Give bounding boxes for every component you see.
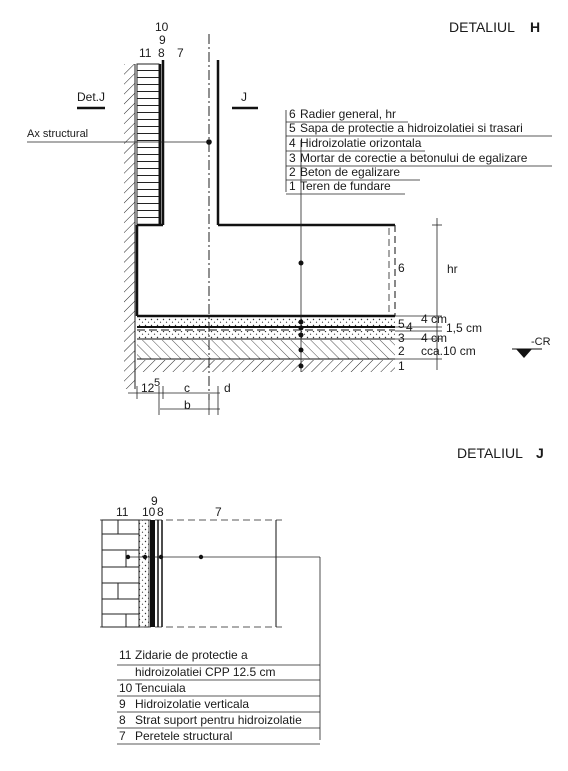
detail-h-title-prefix: DETALIUL bbox=[449, 19, 515, 35]
dim-d: d bbox=[224, 381, 231, 395]
layer-3-mortar bbox=[137, 331, 395, 339]
legend-j-text-11b: hidroizolatiei CPP 12.5 cm bbox=[135, 665, 276, 679]
j-number-9: 9 bbox=[151, 494, 158, 508]
soil-hatch-bottom bbox=[135, 360, 395, 372]
label-1: 1 bbox=[398, 359, 405, 373]
legend-h-text-4: Hidroizolatie orizontala bbox=[300, 136, 422, 150]
legend-h-text-5: Sapa de protectie a hidroizolatiei si trasari bbox=[300, 121, 523, 135]
detail-j-legend bbox=[117, 648, 320, 744]
legend-j-num-9: 9 bbox=[119, 697, 126, 711]
brick-protection-wall bbox=[137, 64, 159, 225]
dim-hr-label: hr bbox=[447, 262, 458, 276]
leader-dot-1 bbox=[299, 364, 304, 369]
top-number-10: 10 bbox=[155, 20, 169, 34]
legend-j-text-10: Tencuiala bbox=[135, 681, 186, 695]
legend-j-num-10: 10 bbox=[119, 681, 133, 695]
legend-h-num-1: 1 bbox=[289, 179, 296, 193]
legend-j-num-11: 11 bbox=[119, 648, 132, 662]
legend-h-num-3: 3 bbox=[289, 151, 296, 165]
j-dot-8 bbox=[159, 555, 163, 559]
top-number-9: 9 bbox=[159, 33, 166, 47]
dim-b: b bbox=[184, 398, 191, 412]
soil-hatch-left bbox=[124, 64, 135, 389]
label-2: 2 bbox=[398, 344, 405, 358]
j-brick-wall bbox=[102, 520, 139, 627]
leader-dot-3 bbox=[299, 333, 304, 338]
layer-2-lean-concrete bbox=[137, 340, 395, 359]
dim-4cm-a: 4 cm bbox=[421, 312, 448, 326]
detail-j-title-letter: J bbox=[536, 445, 544, 461]
cr-level-label: -CR bbox=[531, 336, 551, 348]
legend-h-num-6: 6 bbox=[289, 107, 296, 121]
legend-h-text-3: Mortar de corectie a betonului de egalizare bbox=[300, 151, 528, 165]
j-waterproofing-layer bbox=[150, 520, 155, 627]
layer-5-screed bbox=[137, 318, 395, 327]
j-dot-9 bbox=[150, 555, 154, 559]
section-j-label: J bbox=[241, 90, 247, 104]
detail-h bbox=[27, 19, 552, 415]
leader-dot-2 bbox=[299, 348, 304, 353]
axis-label: Ax structural bbox=[27, 128, 89, 140]
j-number-11: 11 bbox=[116, 505, 129, 519]
detail-h-legend bbox=[286, 107, 552, 194]
legend-j-num-7: 7 bbox=[119, 729, 126, 743]
axis-dot bbox=[206, 139, 212, 145]
j-number-7: 7 bbox=[215, 505, 222, 519]
j-number-10: 10 bbox=[142, 505, 156, 519]
top-number-11: 11 bbox=[139, 46, 152, 60]
detail-h-title-letter: H bbox=[530, 19, 541, 35]
legend-h-num-2: 2 bbox=[289, 165, 296, 179]
legend-h-text-6: Radier general, hr bbox=[300, 107, 397, 121]
detail-j-title-prefix: DETALIUL bbox=[457, 445, 523, 461]
legend-h-text-2: Beton de egalizare bbox=[300, 165, 401, 179]
top-number-7: 7 bbox=[177, 46, 184, 60]
label-3: 3 bbox=[398, 331, 405, 345]
j-dot-11 bbox=[126, 555, 130, 559]
j-plaster-layer bbox=[139, 520, 149, 627]
dim-6-label: 6 bbox=[398, 261, 405, 275]
legend-j-text-9: Hidroizolatie verticala bbox=[135, 697, 250, 711]
cr-level-triangle bbox=[516, 349, 532, 358]
legend-j-text-7: Peretele structural bbox=[135, 729, 233, 743]
dim-1-5cm: 1,5 cm bbox=[446, 321, 483, 335]
det-j-label: Det.J bbox=[77, 90, 106, 104]
legend-h-num-5: 5 bbox=[289, 121, 296, 135]
legend-h-num-4: 4 bbox=[289, 136, 296, 150]
leader-dot-6 bbox=[299, 261, 304, 266]
detail-j bbox=[100, 445, 544, 744]
leader-dot-4 bbox=[299, 326, 304, 331]
label-5: 5 bbox=[398, 317, 405, 331]
legend-j-text-8: Strat suport pentru hidroizolatie bbox=[135, 713, 302, 727]
top-number-8: 8 bbox=[158, 46, 165, 60]
leader-dot-5 bbox=[299, 320, 304, 325]
j-dot-10 bbox=[143, 555, 147, 559]
dim-5: 5 bbox=[154, 377, 161, 389]
dim-10cm: cca.10 cm bbox=[421, 344, 476, 358]
j-number-8: 8 bbox=[157, 505, 164, 519]
dim-c: c bbox=[184, 381, 190, 395]
dim-12: 12 bbox=[141, 381, 155, 395]
legend-h-text-1: Teren de fundare bbox=[300, 179, 391, 193]
legend-j-text-11a: Zidarie de protectie a bbox=[135, 648, 248, 662]
legend-j-num-8: 8 bbox=[119, 713, 126, 727]
j-dot-7 bbox=[199, 555, 203, 559]
label-4: 4 bbox=[406, 320, 413, 334]
dim-4cm-b: 4 cm bbox=[421, 331, 448, 345]
